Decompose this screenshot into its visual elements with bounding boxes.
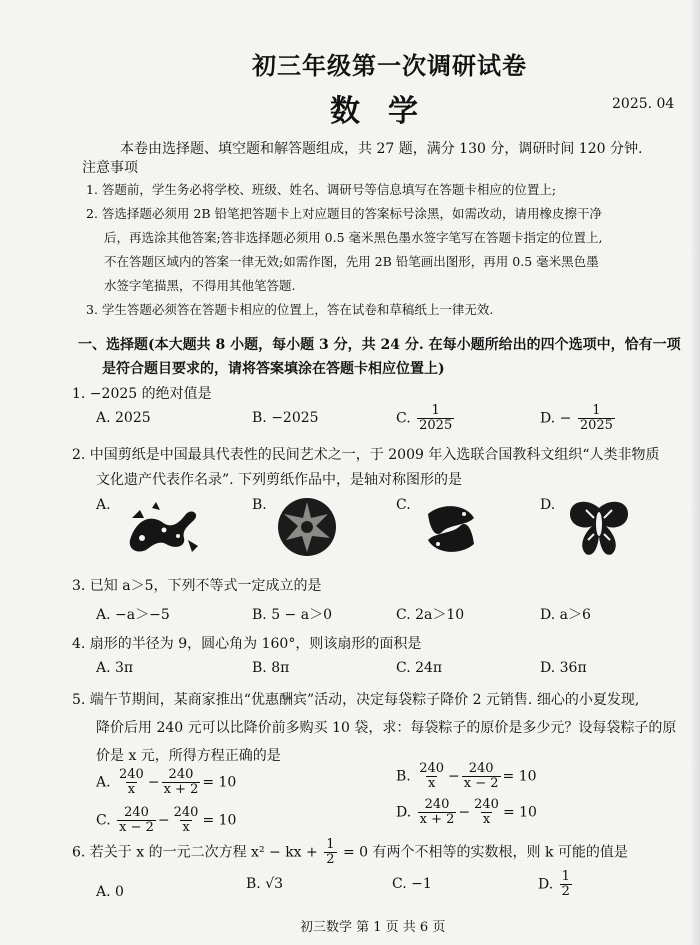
note-item-2-line1: 2. 答选择题必须用 2B 铅笔把答题卡上对应题目的答案标号涂黑，如需改动，请用橡皮擦干净: [86, 206, 602, 221]
note-item-2-line2: 后，再选涂其他答案;答非选择题必须用 0.5 毫米黑色墨水签字笔写在答题卡指定的位置上,: [104, 230, 603, 245]
section-1-desc-line1: (本大题共 8 小题，每小题 3 分，共 24 分. 在每小题所给出的四个选项中，恰有一项: [148, 337, 681, 353]
q1-option-d: D. − $\frac{1}{2025}$: [540, 403, 613, 433]
q1-c-fraction: $\frac{1}{2025}$: [419, 403, 453, 433]
q5-option-d: D. $\frac{240}{x + 2}$ − $\frac{240}{x}$ = 10: [396, 797, 537, 827]
exam-date: 2025. 04: [612, 96, 675, 112]
q5-option-c: C. $\frac{240}{x - 2}$ − $\frac{240}{x}$ = 10: [96, 805, 237, 835]
q3-option-b: B. 5 − a＞0: [252, 607, 332, 623]
note-item-2-line4: 水签字笔描黑，不得用其他笔答题.: [104, 278, 296, 293]
q4-option-a: A. 3π: [96, 660, 134, 676]
q6-option-c: C. −1: [392, 876, 432, 892]
q1-option-a: A. 2025: [96, 410, 151, 426]
note-item-3: 3. 学生答题必须答在答题卡相应的位置上，答在试卷和草稿纸上一律无效.: [86, 302, 494, 317]
q5-option-b: B. $\frac{240}{x}$ − $\frac{240}{x - 2}$ = 10: [396, 761, 537, 791]
q2-option-d: D.: [540, 497, 556, 513]
q4-option-b: B. 8π: [252, 660, 290, 676]
q6-option-d: D. $\frac{1}{2}$: [538, 869, 570, 899]
q6-option-b: B. √3: [246, 876, 284, 892]
q1-option-b: B. −2025: [252, 410, 319, 426]
q2-stem-line1: 2. 中国剪纸是中国最具代表性的民间艺术之一，于 2009 年入选联合国教科文组织“人类非物质: [72, 447, 660, 463]
q2-stem-line2: 文化遗产代表作名录”. 下列剪纸作品中，是轴对称图形的是: [96, 472, 463, 488]
q5-stem-line1: 5. 端午节期间，某商家推出“优惠酬宾”活动，决定每袋粽子降价 2 元销售. 细心的小夏发现,: [72, 692, 640, 708]
q5-stem-line3: 价是 x 元，所得方程正确的是: [96, 748, 281, 764]
section-1-heading: [78, 334, 681, 354]
q5-stem-line2: 降价后用 240 元可以比降价前多购买 10 袋，求：每袋粽子的原价是多少元？设每袋粽子的原: [96, 720, 677, 736]
page-footer: 初三数学 第 1 页 共 6 页: [300, 920, 446, 935]
notes-heading: 注意事项: [82, 160, 138, 176]
q5-option-a: A. $\frac{240}{x}$ − $\frac{240}{x + 2}$ = 10: [96, 767, 237, 797]
q1-option-c: C. $\frac{1}{2025}$: [396, 403, 453, 433]
q2-option-a: A.: [96, 497, 111, 513]
q1-stem: 1. −2025 的绝对值是: [72, 386, 212, 402]
fish-papercut-image: [420, 500, 482, 558]
exam-title: 初三年级第一次调研试卷: [252, 51, 527, 80]
page-edge-shadow: [690, 0, 700, 945]
round-papercut-image: [276, 496, 338, 558]
subject-title: 数学: [330, 94, 446, 129]
intro-text: 本卷由选择题、填空题和解答题组成，共 27 题，满分 130 分，调研时间 120 分钟.: [120, 141, 643, 157]
butterfly-papercut-image: [566, 496, 632, 558]
q4-option-c: C. 24π: [396, 660, 443, 676]
q6-option-a: A. 0: [96, 884, 124, 900]
note-item-2-line3: 不在答题区域内的答案一律无效;如需作图，先用 2B 铅笔画出图形，再用 0.5 毫米黑色墨: [104, 254, 599, 269]
q2-option-b: B.: [252, 497, 267, 513]
q4-stem: 4. 扇形的半径为 9，圆心角为 160°，则该扇形的面积是: [72, 636, 422, 652]
q3-stem: 3. 已知 a＞5，下列不等式一定成立的是: [72, 578, 322, 594]
q3-option-d: D. a＞6: [540, 607, 591, 623]
dragon-papercut-image: [122, 500, 204, 556]
q4-option-d: D. 36π: [540, 660, 587, 676]
q3-option-c: C. 2a＞10: [396, 607, 465, 623]
q6-stem: 6. 若关于 x 的一元二次方程 x² − kx + $\frac{1}{2}$ = 0 有两个不相等的实数根，则 k 可能的值是: [72, 837, 628, 867]
section-1-title: 一、选择题: [78, 337, 148, 353]
note-item-1: 1. 答题前，学生务必将学校、班级、姓名、调研号等信息填写在答题卡相应的位置上;: [86, 182, 557, 197]
q1-d-fraction: $\frac{1}{2025}$: [579, 403, 613, 433]
q2-option-c: C.: [396, 497, 411, 513]
q3-option-a: A. −a＞−5: [96, 607, 170, 623]
section-1-desc-line2: 是符合题目要求的，请将答案填涂在答题卡相应位置上): [102, 361, 445, 377]
